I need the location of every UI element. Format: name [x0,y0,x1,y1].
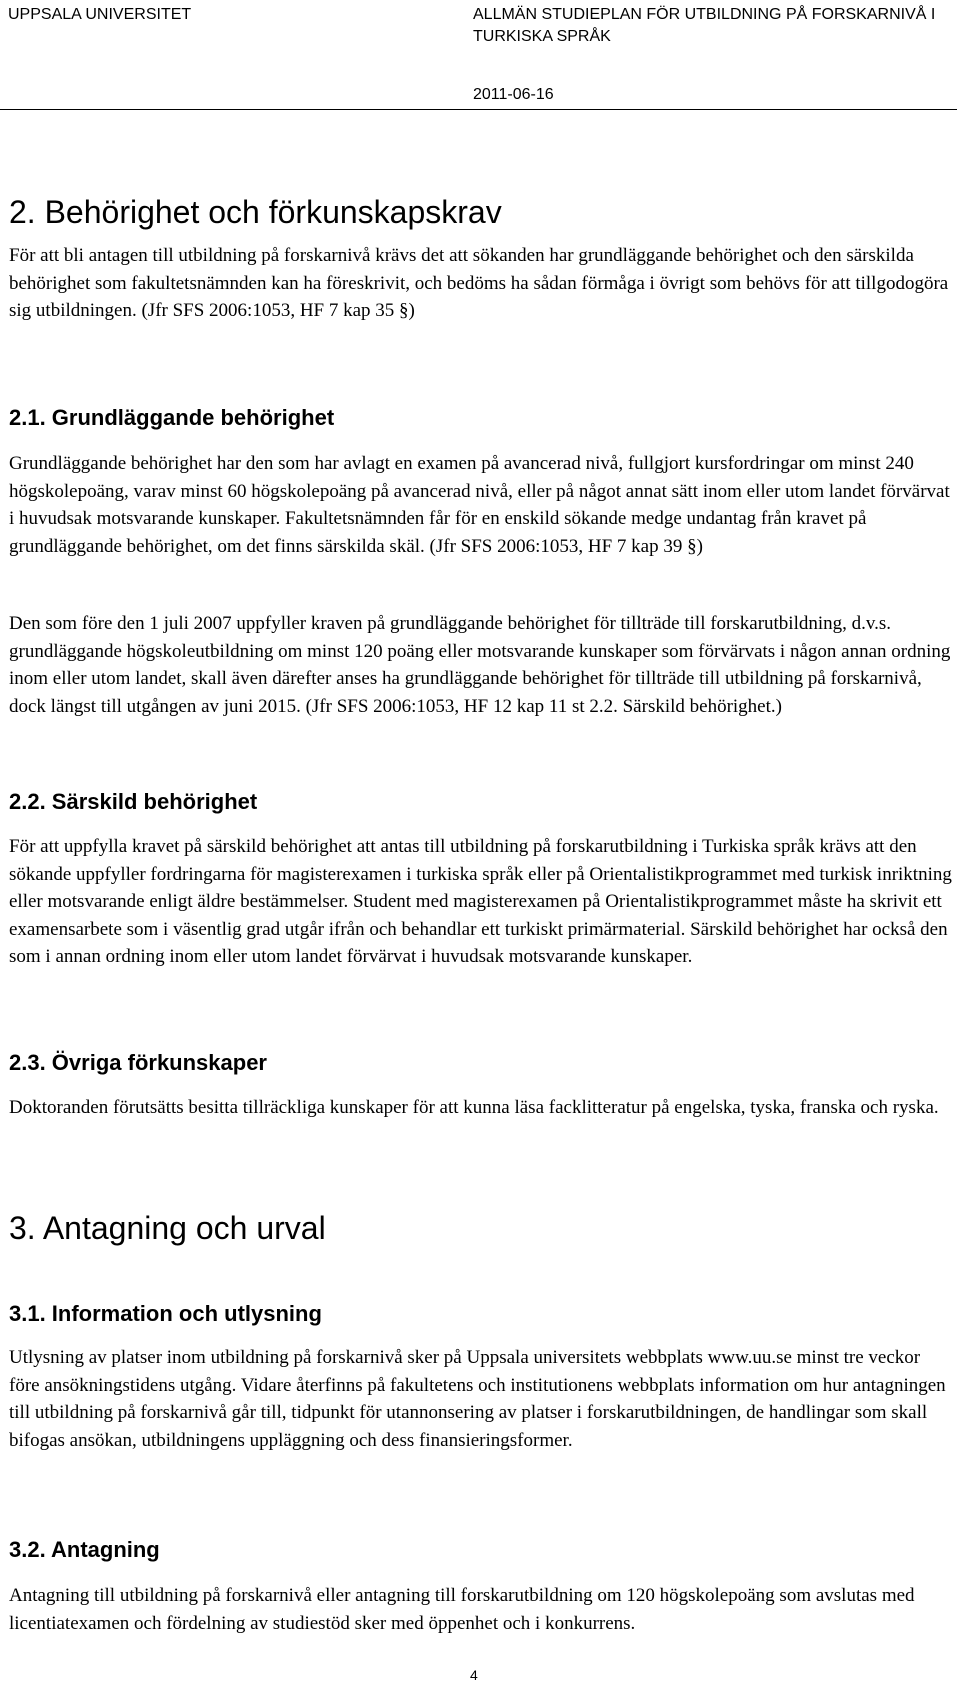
section-2-1-heading: 2.1. Grundläggande behörighet [9,405,335,430]
header-document-title: ALLMÄN STUDIEPLAN FÖR UTBILDNING PÅ FORSKARNIVÅ I TURKISKA SPRÅK [473,6,936,45]
section-2-intro: För att bli antagen till utbildning på forskarnivå krävs det att sökanden har grundläggande behörighet och den särskilda behörighet som fakultetsnämnden kan ha föreskrivit, och bedöms ha sådan förmåga i övrigt som behövs för att tillgodogöra sig utbildningen. (Jfr SFS 2006:1053, HF 7 kap 35 §) [9,245,949,321]
section-2-1-paragraph-1: Grundläggande behörighet har den som har avlagt en examen på avancerad nivå, fullgjort kursfordringar om minst 240 högskolepoäng, varav minst 60 högskolepoäng på avancerad nivå, eller på något annat sätt inom eller utom landet förvärvat i huvudsak motsvarande kunskaper. Fakultetsnämnden får för en enskild sökande medge undantag från kravet på grundläggande behörighet, om det finns särskilda skäl. (Jfr SFS 2006:1053, HF 7 kap 39 §) [9,453,950,557]
section-3-2-paragraph: Antagning till utbildning på forskarnivå eller antagning till forskarutbildning om 120 högskolepoäng som avslutas med licentiatexamen och fördelning av studiestöd sker med öppenhet och i konkurrens. [9,1585,915,1634]
section-2-3-heading: 2.3. Övriga förkunskaper [9,1050,267,1075]
section-2-3-paragraph: Doktoranden förutsätts besitta tillräckliga kunskaper för att kunna läsa facklitteratur på engelska, tyska, franska och ryska. [9,1097,939,1118]
section-2-2-paragraph: För att uppfylla kravet på särskild behörighet att antas till utbildning på forskarutbildning i Turkiska språk krävs att den sökande uppfyller fordringarna för magisterexamen i turkiska språk eller på Orientalistikprogrammet med turkisk inriktning eller motsvarande enligt äldre bestämmelser. Student med magisterexamen på Orientalistikprogrammet måste ha skrivit ett examensarbete som i väsentlig grad utgår ifrån och behandlar ett turkiskt primärmaterial. Särskild behörighet har också den som i annan ordning inom eller utom landet förvärvat i huvudsak motsvarande kunskaper. [9,836,952,967]
page-number: 4 [470,1667,478,1683]
section-3-1-heading: 3.1. Information och utlysning [9,1301,322,1326]
header-university: UPPSALA UNIVERSITET [8,6,192,23]
section-2-heading: 2. Behörighet och förkunskapskrav [9,194,502,230]
section-2-1-paragraph-2: Den som före den 1 juli 2007 uppfyller kraven på grundläggande behörighet för tillträde till forskarutbildning, d.v.s. grundläggande högskoleutbildning om minst 120 poäng eller motsvarande kunskaper som förvärvats i någon annan ordning inom eller utom landet, skall även därefter anses ha grundläggande behörighet för tillträde till utbildning på forskarnivå, dock längst till utgången av juni 2015. (Jfr SFS 2006:1053, HF 12 kap 11 st 2.2. Särskild behörighet.) [9,613,951,717]
section-2-2-heading: 2.2. Särskild behörighet [9,789,258,814]
header-divider [0,109,957,110]
section-3-heading: 3. Antagning och urval [9,1210,326,1246]
section-3-2-heading: 3.2. Antagning [9,1537,160,1562]
header-date: 2011-06-16 [473,86,554,103]
section-3-1-paragraph: Utlysning av platser inom utbildning på forskarnivå sker på Uppsala universitets webbplats www.uu.se minst tre veckor före ansökningstidens utgång. Vidare återfinns på fakultetens och institutionens webbplats information om hur antagningen till utbildning på forskarnivå går till, tidpunkt för utannonsering av platser i forskarutbildningen, de handlingar som skall bifogas ansökan, utbildningens uppläggning och dess finansieringsformer. [9,1347,946,1451]
